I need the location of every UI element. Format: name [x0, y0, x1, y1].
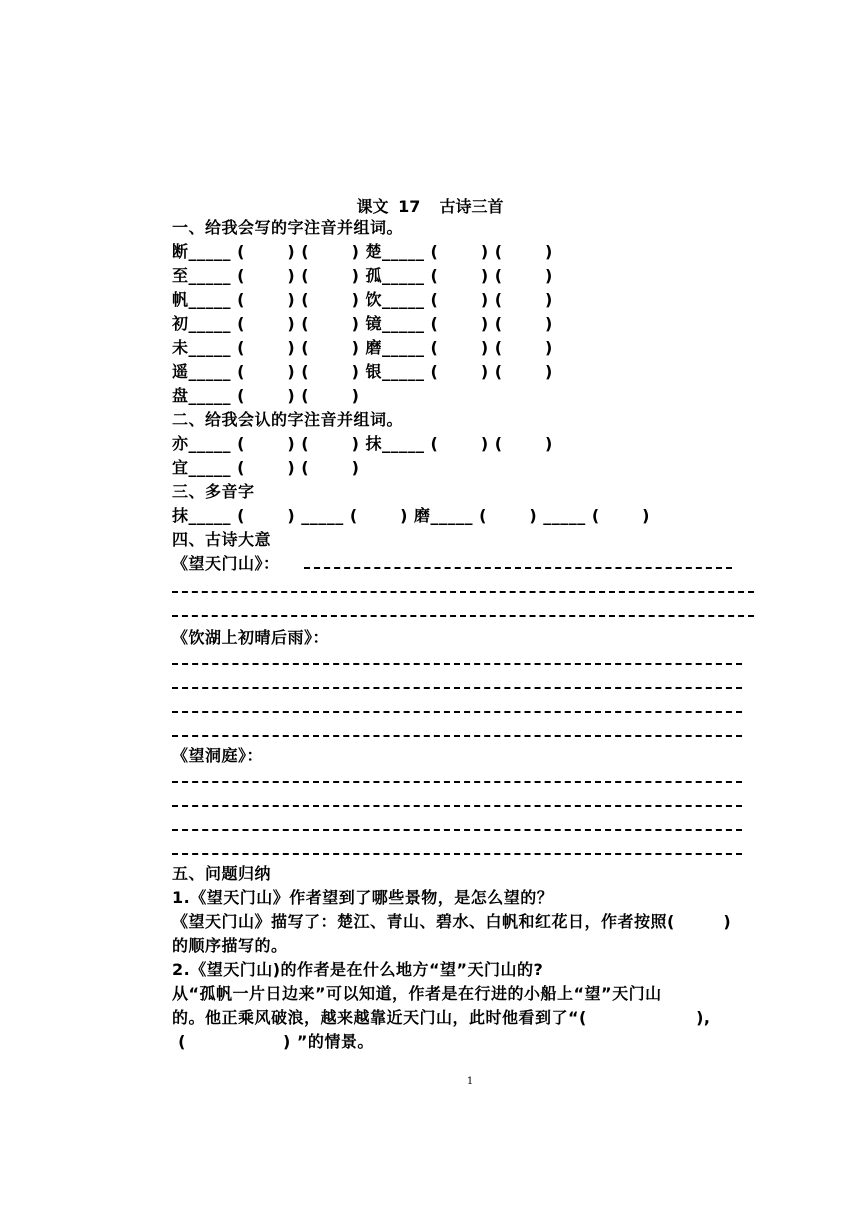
- answer-line: [172, 781, 742, 783]
- answer-text: 的。他正乘风破浪，越来越靠近天门山，此时他看到了“( ),: [172, 1008, 711, 1027]
- answer-line: [172, 687, 742, 689]
- exercise-row: 初_____ ( ) ( ) 镜_____ ( ) ( ): [172, 314, 553, 333]
- answer-text: 的顺序描写的。: [172, 936, 288, 955]
- poem-label-wangdongting: 《望洞庭》：: [172, 746, 264, 765]
- answer-line: [172, 853, 742, 855]
- answer-line: [172, 735, 742, 737]
- poem-label-yinhushang: 《饮湖上初晴后雨》：: [172, 628, 330, 647]
- exercise-row: 遥_____ ( ) ( ) 银_____ ( ) ( ): [172, 362, 553, 381]
- answer-line: [304, 567, 732, 569]
- question-2: 2.《望天门山)的作者是在什么地方“望”天门山的?: [172, 960, 544, 979]
- answer-line: [172, 711, 742, 713]
- section-heading-5: 五、问题归纳: [172, 864, 272, 883]
- answer-text: 《望天门山》描写了：楚江、青山、碧水、白帆和红花日，作者按照( ): [172, 912, 732, 931]
- exercise-row: 至_____ ( ) ( ) 孤_____ ( ) ( ): [172, 266, 553, 285]
- question-1: 1.《望天门山》作者望到了哪些景物，是怎么望的？: [172, 888, 554, 907]
- answer-line: [172, 615, 754, 617]
- exercise-row: 抹_____ ( ) _____ ( ) 磨_____ ( ) _____ ( ): [172, 506, 650, 525]
- poem-label-wangtianmenshan: 《望天门山》：: [172, 554, 280, 573]
- exercise-row: 帆_____ ( ) ( ) 饮_____ ( ) ( ): [172, 290, 553, 309]
- page-title: 课文 17 古诗三首: [356, 197, 504, 216]
- exercise-row: 亦_____ ( ) ( ) 抹_____ ( ) ( ): [172, 434, 553, 453]
- answer-text: 从“孤帆一片日边来”可以知道，作者是在行进的小船上“望”天门山: [172, 984, 662, 1003]
- answer-line: [172, 829, 742, 831]
- answer-line: [172, 805, 742, 807]
- answer-line: [172, 591, 754, 593]
- section-heading-2: 二、给我会认的字注音并组词。: [172, 410, 404, 429]
- exercise-row: 断_____ ( ) ( ) 楚_____ ( ) ( ): [172, 242, 553, 261]
- answer-line: [172, 663, 742, 665]
- section-heading-1: 一、给我会写的字注音并组词。: [172, 218, 404, 237]
- exercise-row: 未_____ ( ) ( ) 磨_____ ( ) ( ): [172, 338, 553, 357]
- page-number: 1: [466, 1076, 474, 1087]
- exercise-row: 盘_____ ( ) ( ): [172, 386, 360, 405]
- section-heading-4: 四、古诗大意: [172, 530, 272, 549]
- answer-text: ( ) ”的情景。: [172, 1032, 374, 1051]
- exercise-row: 宜_____ ( ) ( ): [172, 458, 360, 477]
- section-heading-3: 三、多音字: [172, 482, 255, 501]
